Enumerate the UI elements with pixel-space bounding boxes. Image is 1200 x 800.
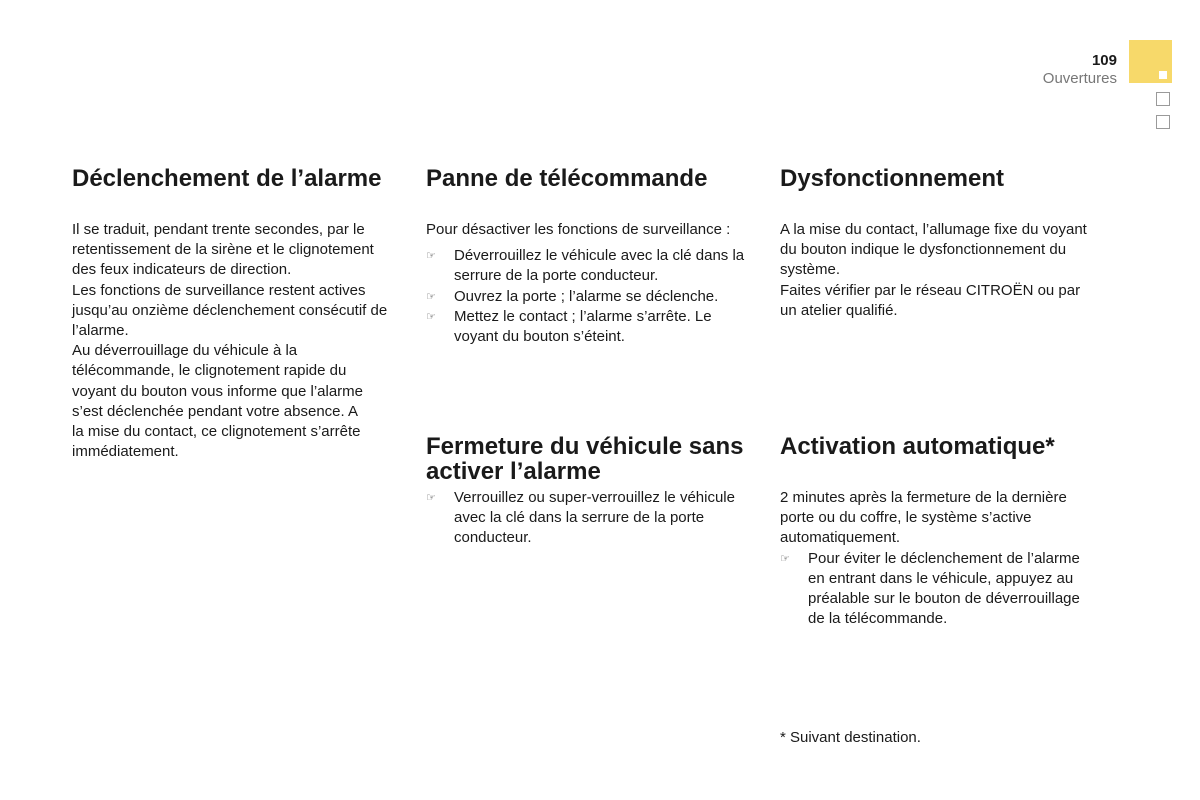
title-line: Fermeture du véhicule sans: [426, 433, 744, 460]
section-alarm-trigger: [72, 166, 402, 462]
pointing-hand-icon: ☞: [426, 250, 436, 263]
text-line: voyant du bouton s’éteint.: [454, 328, 625, 346]
text-line: Verrouillez ou super-verrouillez le véhicule: [454, 489, 735, 506]
text-line: Déverrouillez le véhicule avec la clé dans la: [454, 247, 745, 265]
text-line: l’alarme.: [72, 322, 129, 340]
text-line: Mettez le contact ; l’alarme s’arrête. Le: [454, 307, 712, 325]
section-body: [780, 488, 1110, 549]
pointing-hand-icon: ☞: [426, 310, 436, 323]
text-line: serrure de la porte conducteur.: [454, 267, 659, 285]
text-line: Au déverrouillage du véhicule à la: [72, 342, 298, 360]
section-title: Activation automatique*: [780, 433, 1055, 460]
title-line: activer l’alarme: [426, 458, 601, 485]
chapter-tab-box-2: [1156, 115, 1170, 129]
section-intro: Pour désactiver les fonctions de surveillance :: [426, 221, 731, 238]
text-line: porte ou du coffre, le système s’active: [780, 509, 1032, 527]
section-remote-failure: [426, 166, 756, 347]
section-title: Déclenchement de l’alarme: [72, 165, 382, 192]
text-line: télécommande, le clignotement rapide du: [72, 362, 347, 380]
section-body: [72, 220, 402, 462]
list-item: [426, 246, 756, 286]
list-item: [426, 287, 756, 307]
section-title: Dysfonctionnement: [780, 165, 1005, 192]
section-name: Ouvertures: [1042, 70, 1117, 87]
list-item: [426, 307, 756, 347]
text-line: du bouton indique le dysfonctionnement du: [780, 241, 1067, 259]
text-line: conducteur.: [454, 529, 532, 547]
text-line: la mise du contact, ce clignotement s’arrête: [72, 423, 361, 441]
text-line: Les fonctions de surveillance restent actives: [72, 281, 366, 299]
list-item: [426, 488, 756, 549]
text-line: des feux indicateurs de direction.: [72, 261, 292, 279]
page-header: [1043, 52, 1117, 88]
section-body: [780, 220, 1110, 321]
chapter-tab-dot: [1159, 71, 1167, 79]
pointing-hand-icon: ☞: [426, 492, 436, 504]
text-line: avec la clé dans la serrure de la porte: [454, 509, 705, 527]
footnote: * Suivant destination.: [780, 729, 921, 746]
text-line: Ouvrez la porte ; l’alarme se déclenche.: [454, 287, 719, 305]
text-line: préalable sur le bouton de déverrouillage: [808, 590, 1080, 608]
pointing-hand-icon: ☞: [426, 290, 436, 303]
bullet-list: [426, 246, 756, 347]
text-line: système.: [780, 261, 841, 279]
text-line: automatiquement.: [780, 529, 901, 547]
text-line: immédiatement.: [72, 443, 179, 461]
list-item: [780, 549, 1110, 630]
text-line: voyant du bouton vous informe que l’alarme: [72, 382, 364, 400]
text-line: A la mise du contact, l’allumage fixe du voyant: [780, 221, 1087, 238]
text-line: Il se traduit, pendant trente secondes, par le: [72, 221, 365, 238]
section-malfunction: [780, 166, 1110, 321]
section-lock-without-alarm: [426, 434, 756, 549]
section-auto-activation: [780, 434, 1110, 629]
text-line: s’est déclenchée pendant votre absence. A: [72, 402, 359, 420]
bullet-list: [780, 549, 1110, 630]
page-number: 109: [1091, 52, 1117, 69]
text-line: 2 minutes après la fermeture de la dernière: [780, 489, 1067, 506]
section-title: Panne de télécommande: [426, 165, 708, 192]
section-title: [426, 434, 756, 484]
text-line: jusqu’au onzième déclenchement consécutif de: [72, 301, 388, 319]
text-line: de la télécommande.: [808, 610, 948, 628]
text-line: un atelier qualifié.: [780, 301, 898, 319]
bullet-list: [426, 488, 756, 549]
text-line: retentissement de la sirène et le clignotement: [72, 241, 374, 259]
text-line: Faites vérifier par le réseau CITROËN ou par: [780, 281, 1081, 299]
pointing-hand-icon: ☞: [780, 552, 790, 565]
text-line: Pour éviter le déclenchement de l’alarme: [808, 549, 1080, 567]
text-line: en entrant dans le véhicule, appuyez au: [808, 569, 1074, 587]
chapter-tab-box-1: [1156, 92, 1170, 106]
